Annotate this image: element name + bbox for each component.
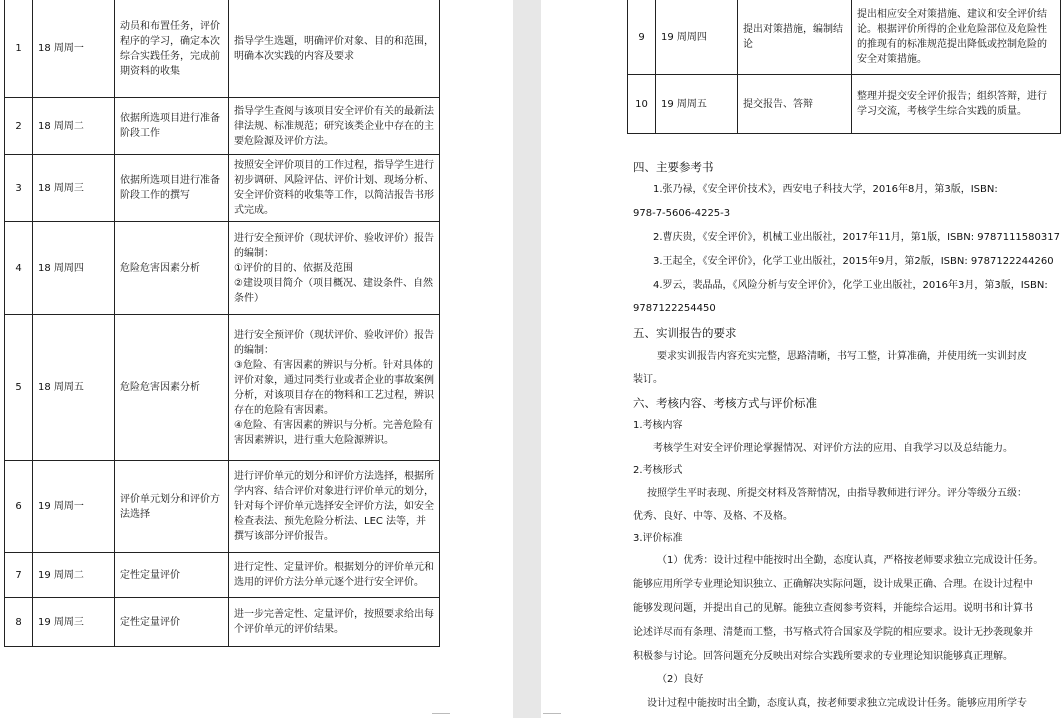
row-content-cell: 提出相应安全对策措施、建议和安全评价结论。根据评价所得的企业危险部位及危险性的推现有的标准规范提出降低或控制危险的安全对策措施。 [852, 0, 1061, 75]
reference-1: 1.张乃禄，《安全评价技术》，西安电子科技大学，2016年8月，第3版，ISBN: [653, 184, 998, 195]
reference-1-isbn: 978-7-5606-4225-3 [633, 208, 731, 219]
report-requirements-heading: 五、实训报告的要求 [633, 326, 737, 340]
good-heading: （2）良好 [657, 674, 704, 685]
reference-4: 4.罗云，裴晶晶，《风险分析与安全评价》，化学工业出版社，2016年3月，第3版，ISBN: [653, 280, 1048, 291]
page-corner-mark [432, 713, 450, 718]
row-task-cell: 提出对策措施，编制结论 [738, 0, 852, 75]
schedule-row [5, 98, 440, 155]
row-number-cell: 8 [5, 598, 33, 647]
excellent-criteria-3: 能够发现问题，并提出自己的见解。能独立查阅参考资料，并能综合运用。说明书和计算书 [633, 603, 1033, 614]
row-task-cell: 评价单元划分和评价方法选择 [115, 461, 229, 553]
excellent-criteria-5: 积极参与讨论。回答问题充分反映出对综合实践所要求的专业理论知识能够真正理解。 [633, 651, 1013, 662]
row-content-cell: 进一步完善定性、定量评价，按照要求给出每个评价单元的评价结果。 [229, 598, 440, 647]
row-time-cell: 19 周周五 [656, 75, 738, 134]
row-time-cell: 18 周周一 [33, 0, 115, 98]
right-page [541, 0, 1063, 718]
row-task-cell: 依据所选项目进行准备阶段工作 [115, 98, 229, 155]
section-evaluation-criteria: 3.评价标准 [633, 533, 683, 544]
schedule-row [628, 0, 1061, 75]
row-content-cell: 指导学生选题，明确评价对象、目的和范围，明确本次实践的内容及要求 [229, 0, 440, 98]
row-number-cell: 1 [5, 0, 33, 98]
row-time-cell: 18 周周四 [33, 222, 115, 315]
excellent-criteria-2: 能够应用所学专业理论知识独立、正确解决实际问题，设计成果正确、合理。在设计过程中 [633, 579, 1033, 590]
row-number-cell: 5 [5, 315, 33, 461]
good-criteria-1: 设计过程中能按时出全勤，态度认真，按老师要求独立完成设计任务。能够应用所学专 [647, 698, 1027, 709]
schedule-row [5, 315, 440, 461]
row-content-cell: 按照安全评价项目的工作过程，指导学生进行初步调研、风险评估、评价计划、现场分析、安全评价资料的收集等工作，以简洁报告书形式完成。 [229, 155, 440, 222]
row-task-cell: 动员和布置任务，评价程序的学习，确定本次综合实践任务，完成前期资料的收集 [115, 0, 229, 98]
section-assessment-form: 2.考核形式 [633, 465, 683, 476]
row-number-cell: 2 [5, 98, 33, 155]
row-time-cell: 19 周周一 [33, 461, 115, 553]
assessment-heading: 六、考核内容、考核方式与评价标准 [633, 396, 817, 410]
row-content-cell: 整理并提交安全评价报告；组织答辩，进行学习交流，考核学生综合实践的质量。 [852, 75, 1061, 134]
row-number-cell: 4 [5, 222, 33, 315]
reference-2: 2.曹庆贵，《安全评价》，机械工业出版社，2017年11月，第1版，ISBN: 9787111580317 [653, 232, 1060, 243]
assessment-form-text: 按照学生平时表现、所提交材料及答辩情况，由指导教师进行评分。评分等级分五级： [647, 488, 1027, 499]
schedule-row [5, 0, 440, 98]
row-task-cell: 危险危害因素分析 [115, 315, 229, 461]
section-assessment-content: 1.考核内容 [633, 420, 683, 431]
row-number-cell: 7 [5, 553, 33, 598]
excellent-criteria-1: （1）优秀：设计过程中能按时出全勤，态度认真，严格按老师要求独立完成设计任务。 [657, 555, 1044, 566]
row-task-cell: 定性定量评价 [115, 598, 229, 647]
reference-4-isbn: 9787122254450 [633, 303, 716, 314]
row-content-cell: 进行安全预评价（现状评价、验收评价）报告的编制： ③危险、有害因素的辨识与分析。针对具体的评价对象，通过同类行业或者企业的事故案例分析，对该项目存在的物料和工艺过程，辨识存在的危险有害因素。 ④危险、有害因素的辨识与分析。完善危险有害因素辨识，进行重大危险源辨识。 [229, 315, 440, 461]
row-time-cell: 18 周周五 [33, 315, 115, 461]
page-corner-mark [543, 713, 561, 718]
row-number-cell: 9 [628, 0, 656, 75]
row-time-cell: 19 周周三 [33, 598, 115, 647]
row-number-cell: 10 [628, 75, 656, 134]
schedule-row [628, 75, 1061, 134]
row-task-cell: 提交报告、答辩 [738, 75, 852, 134]
report-requirements-text-cont: 装订。 [633, 374, 663, 385]
assessment-form-text-cont: 优秀、良好、中等、及格、不及格。 [633, 511, 793, 522]
row-number-cell: 6 [5, 461, 33, 553]
row-number-cell: 3 [5, 155, 33, 222]
row-content-cell: 进行安全预评价（现状评价、验收评价）报告的编制： ①评价的目的、依据及范围 ②建设项目简介（项目概况、建设条件、自然条件） [229, 222, 440, 315]
row-time-cell: 18 周周二 [33, 98, 115, 155]
report-requirements-text: 要求实训报告内容充实完整，思路清晰，书写工整，计算准确，并使用统一实训封皮 [657, 351, 1027, 362]
references-heading: 四、主要参考书 [633, 160, 714, 174]
row-content-cell: 进行评价单元的划分和评价方法选择，根据所学内容、结合评价对象进行评价单元的划分，针对每个评价单元选择安全评价方法，如安全检查表法、预先危险分析法、LEC 法等，并撰写该部分评价报告。 [229, 461, 440, 553]
excellent-criteria-4: 论述详尽而有条理、清楚而工整，书写格式符合国家及学院的相应要求。设计无抄袭现象并 [633, 627, 1033, 638]
row-content-cell: 指导学生查阅与该项目安全评价有关的最新法律法规、标准规范；研究该类企业中存在的主要危险源及评价方法。 [229, 98, 440, 155]
row-task-cell: 定性定量评价 [115, 553, 229, 598]
assessment-content-text: 考核学生对安全评价理论掌握情况、对评价方法的应用、自我学习以及总结能力。 [653, 443, 1013, 454]
schedule-table-right [627, 0, 1061, 134]
row-time-cell: 19 周周四 [656, 0, 738, 75]
row-task-cell: 危险危害因素分析 [115, 222, 229, 315]
schedule-row [5, 222, 440, 315]
schedule-table-left [4, 0, 440, 647]
left-page [0, 0, 513, 718]
row-time-cell: 19 周周二 [33, 553, 115, 598]
schedule-row [5, 598, 440, 647]
schedule-row [5, 155, 440, 222]
schedule-row [5, 461, 440, 553]
row-time-cell: 18 周周三 [33, 155, 115, 222]
row-content-cell: 进行定性、定量评价。根据划分的评价单元和选用的评价方法分单元逐个进行安全评价。 [229, 553, 440, 598]
schedule-row [5, 553, 440, 598]
reference-3: 3.王起全，《安全评价》，化学工业出版社，2015年9月，第2版，ISBN: 9787122244260 [653, 256, 1054, 267]
row-task-cell: 依据所选项目进行准备阶段工作的撰写 [115, 155, 229, 222]
